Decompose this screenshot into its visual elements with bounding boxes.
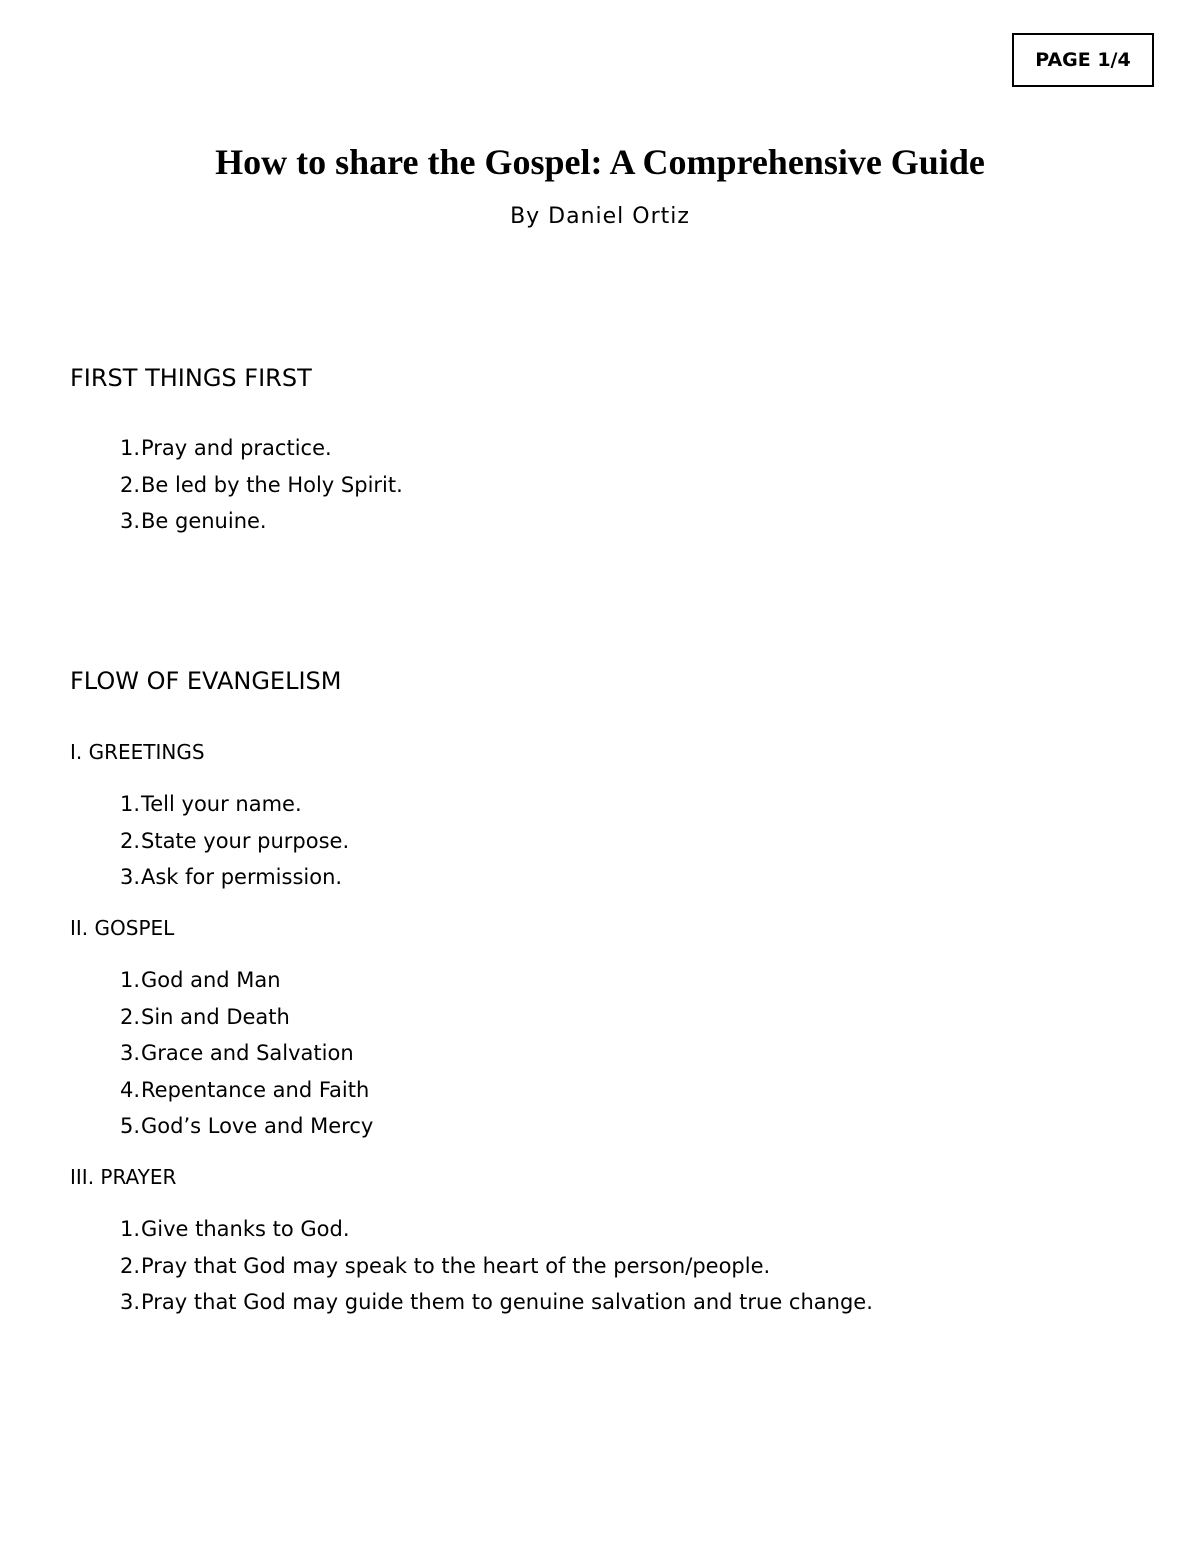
list-item-text: God’s Love and Mercy (141, 1114, 374, 1138)
list-item (70, 1284, 873, 1321)
list-item-number: 5. (119, 1114, 140, 1138)
list-item-number: 2. (119, 828, 140, 853)
list-item-text: Be genuine. (141, 509, 267, 533)
list-item-number: 2. (119, 1004, 140, 1029)
list-item-number: 1. (119, 968, 140, 992)
document-title: How to share the Gospel: A Comprehensive Guide (215, 142, 985, 182)
section-heading-flow: FLOW OF EVANGELISM (70, 667, 342, 695)
list-item (70, 1248, 873, 1285)
list-item (70, 1211, 873, 1248)
list-item (70, 859, 349, 896)
list-item-text: Give thanks to God. (141, 1217, 350, 1241)
list-item-text: State your purpose. (141, 828, 350, 853)
sub-heading-prayer: III. PRAYER (70, 1165, 177, 1189)
list-item (70, 1072, 373, 1109)
list-item-number: 3. (119, 1290, 140, 1314)
list-item-text: Pray that God may speak to the heart of the person/people. (141, 1253, 771, 1278)
list-item (70, 503, 403, 540)
list-item-text: Grace and Salvation (141, 1041, 354, 1065)
list-item-text: Sin and Death (141, 1004, 290, 1029)
list-item-text: Ask for permission. (141, 865, 343, 889)
list-item (70, 467, 403, 504)
list-item (70, 823, 349, 860)
list-item-text: Tell your name. (141, 792, 302, 816)
list-item-text: Pray that God may guide them to genuine salvation and true change. (141, 1290, 873, 1314)
list-item (70, 999, 373, 1036)
list-item (70, 962, 373, 999)
list-item-number: 1. (119, 792, 140, 816)
list-item-text: Pray and practice. (141, 436, 332, 460)
list-item-text: Be led by the Holy Spirit. (141, 472, 403, 497)
list-item (70, 786, 349, 823)
prayer-list (70, 1211, 873, 1321)
list-item (70, 1035, 373, 1072)
sub-heading-gospel: II. GOSPEL (70, 916, 175, 940)
list-item (70, 430, 403, 467)
list-item-number: 3. (119, 865, 140, 889)
list-item-number: 1. (119, 436, 140, 460)
section-heading-first-things: FIRST THINGS FIRST (70, 364, 312, 392)
first-things-list (70, 430, 403, 540)
list-item-text: Repentance and Faith (141, 1077, 370, 1102)
sub-heading-greetings: I. GREETINGS (70, 740, 205, 764)
greetings-list (70, 786, 349, 896)
gospel-list (70, 962, 373, 1145)
list-item-number: 3. (119, 509, 140, 533)
list-item-number: 2. (119, 1253, 140, 1278)
list-item-number: 1. (119, 1217, 140, 1241)
list-item-number: 4. (119, 1077, 140, 1102)
list-item (70, 1108, 373, 1145)
list-item-number: 2. (119, 472, 140, 497)
page-number-badge: PAGE 1/4 (1012, 33, 1154, 87)
list-item-text: God and Man (141, 968, 281, 992)
document-author: By Daniel Ortiz (510, 204, 690, 229)
list-item-number: 3. (119, 1041, 140, 1065)
